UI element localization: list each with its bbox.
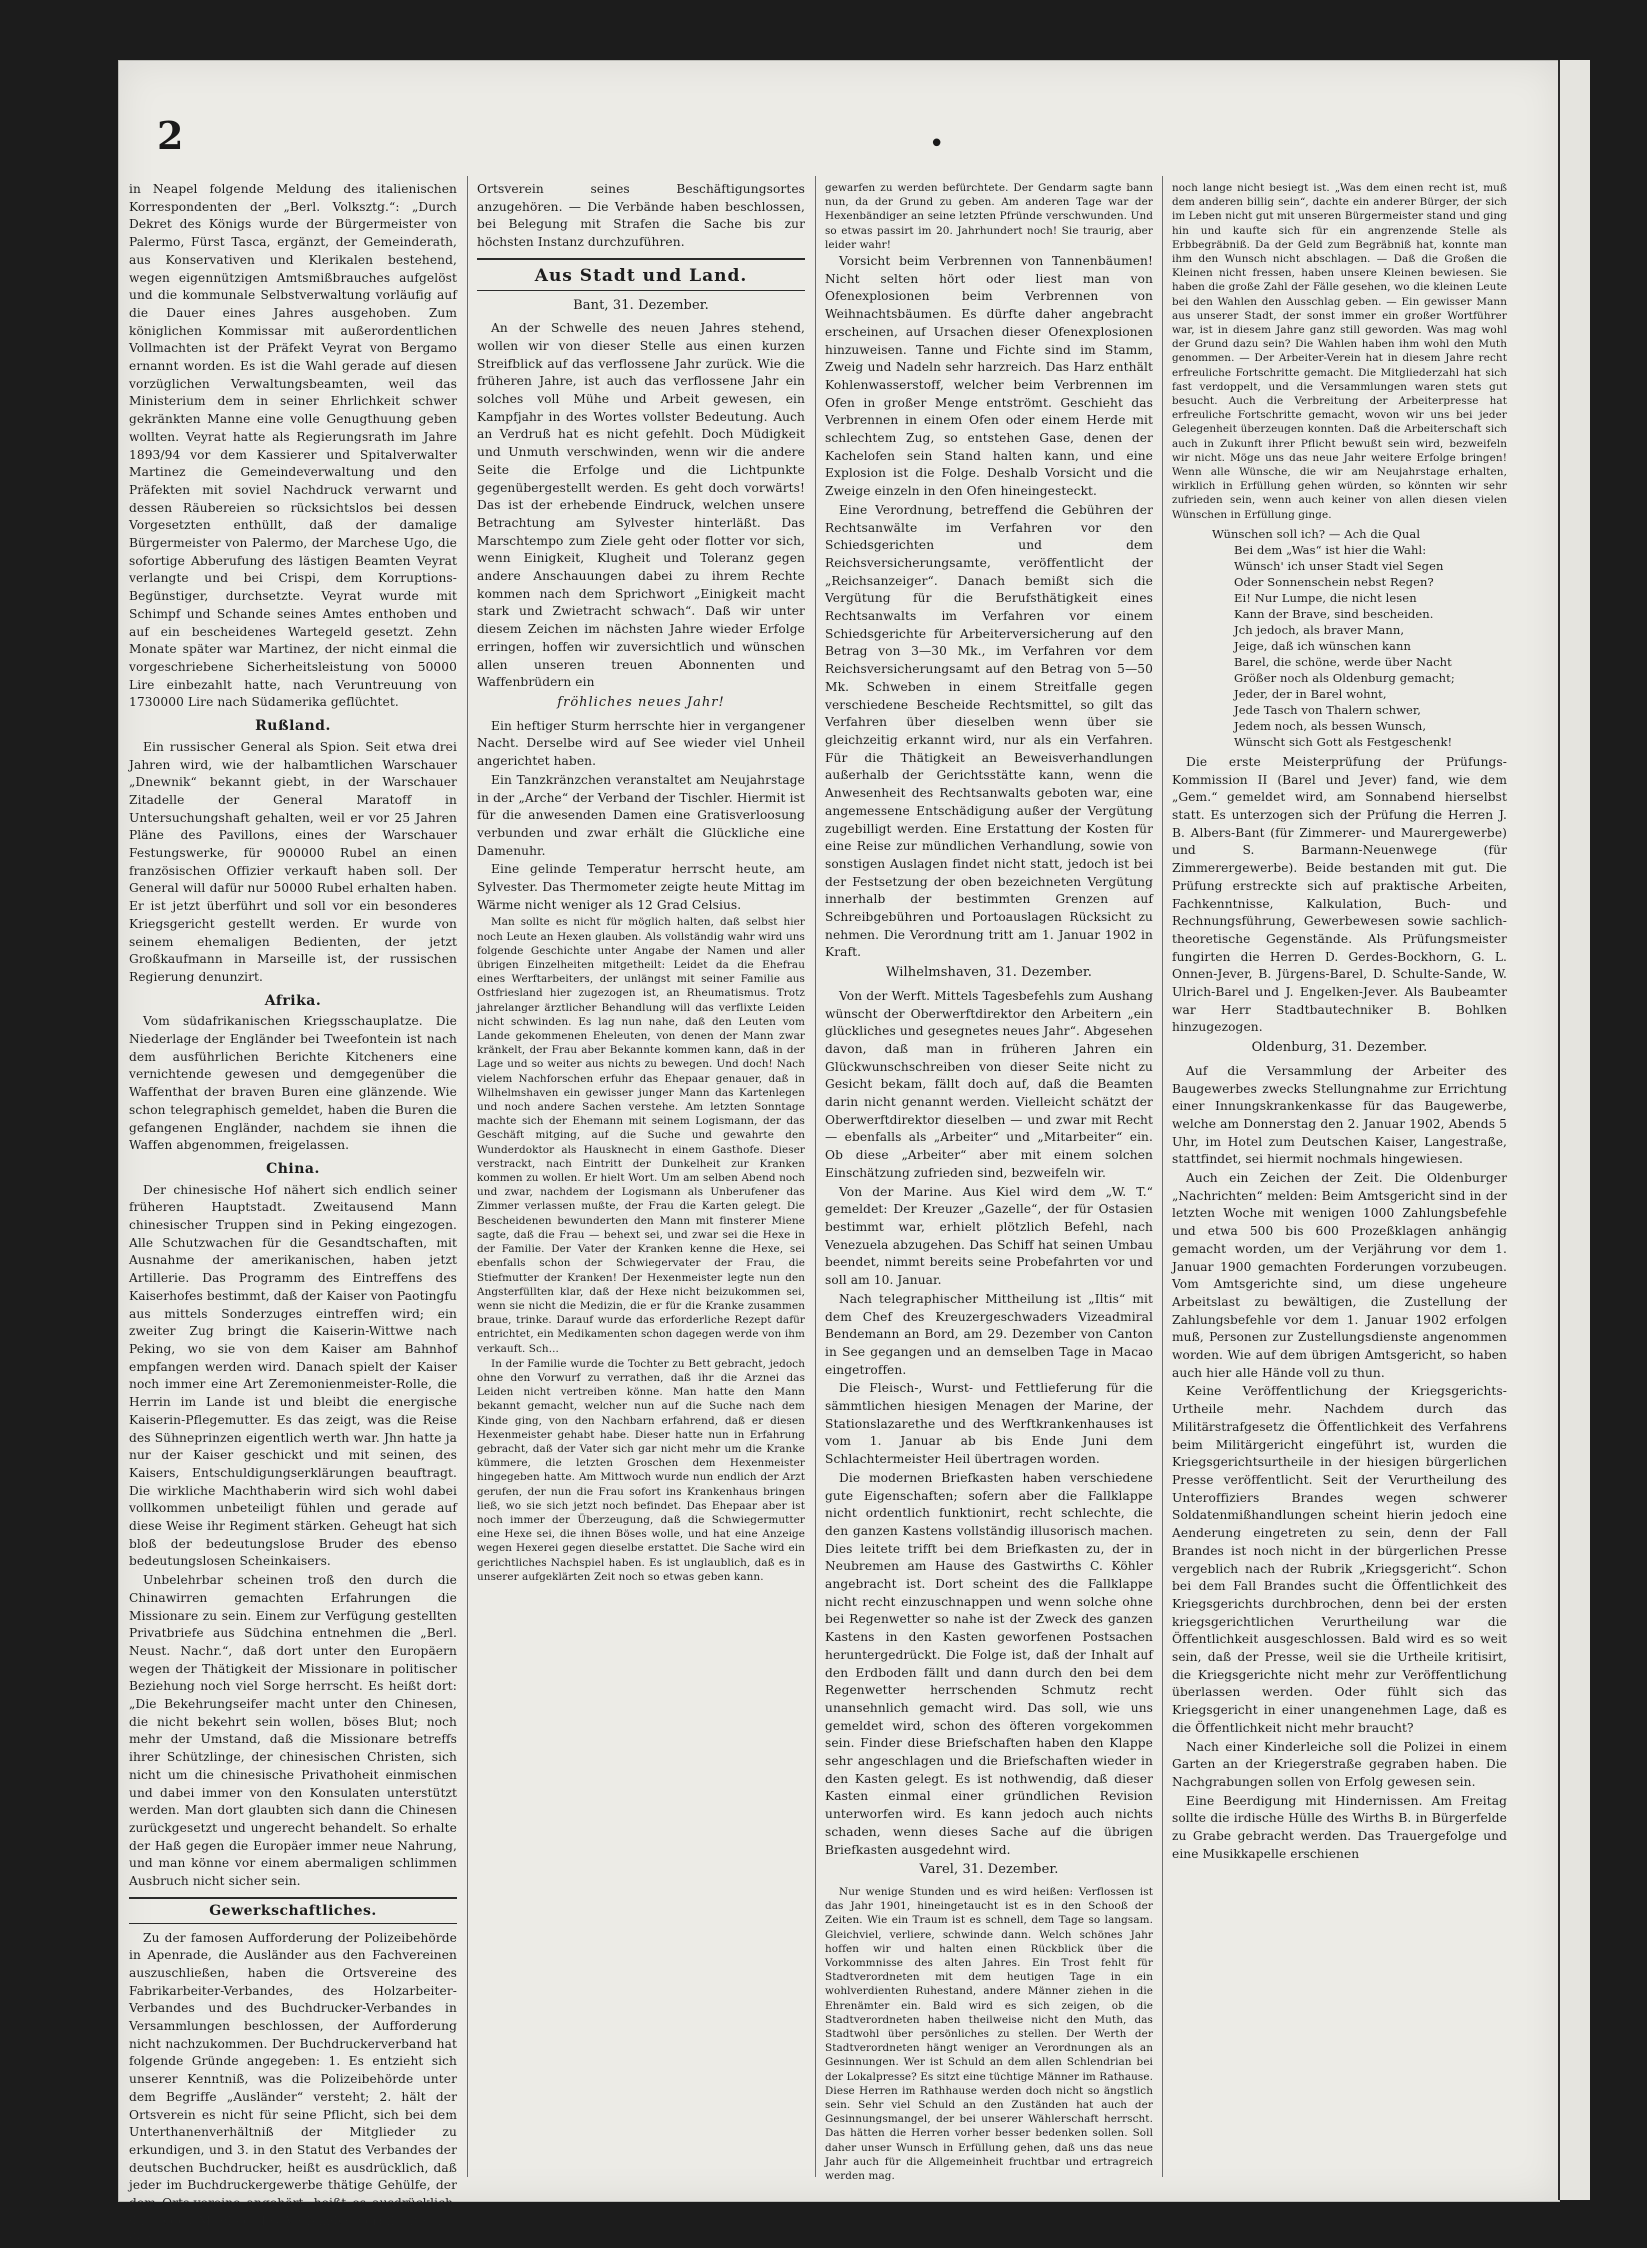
article-paragraph: Auch ein Zeichen der Zeit. Die Oldenburger „Nachrichten“ melden: Beim Amtsgericht sind in der letzten Woche mit wenigen 1000 Zahlungsbefehle und etwa 500 bis 600 Prozeßklagen anhängig gemacht worden, um der Verjährung vor dem 1. Januar 1900 gemachten Forderungen vorzubeugen. Vom Amtsgerichte sind, um diese ungeheure Arbeitslast zu bewältigen, die Zustellung der Zahlungsbefehle vor dem 1. Januar 1902 erfolgen muß, Personen zur Zustellungsdienste angenommen worden. Wie auf dem übrigen Amtsgericht, so haben auch hier alle Hände voll zu thun.: [1172, 1170, 1507, 1382]
article-paragraph: Ein russischer General als Spion. Seit etwa drei Jahren wird, wie der halbamtlichen Warschauer „Dnewnik“ bekannt giebt, in der Warschauer Zitadelle der General Maratoff in Untersuchungshaft gehalten, weil er vor 25 Jahren Pläne des Pavillons, eines der Warschauer Festungswerke, für 900000 Rubel an einen französischen Offizier verkauft haben soll. Der General will dafür nur 50000 Rubel erhalten haben. Er ist jetzt überführt und soll vor ein besonderes Kriegsgericht gestellt werden. Er wurde von seinem ehemaligen Bedienten, der jetzt Großkaufmann in Marseille ist, der russischen Regierung denunzirt.: [129, 739, 457, 987]
article-paragraph: Auf die Versammlung der Arbeiter des Baugewerbes zwecks Stellungnahme zur Errichtung einer Innungskrankenkasse für das Baugewerbe, welche am Donnerstag den 2. Januar 1902, Abends 5 Uhr, im Hotel zum Deutschen Kaiser, Langestraße, stattfindet, sei hiermit nochmals hingewiesen.: [1172, 1063, 1507, 1169]
article-paragraph: Ein heftiger Sturm herrschte hier in vergangener Nacht. Derselbe wird auf See wieder viel Unheil angerichtet haben.: [477, 718, 805, 771]
dateline: Bant, 31. Dezember.: [477, 297, 805, 315]
new-year-wish: fröhliches neues Jahr!: [477, 694, 805, 712]
column-3: [825, 181, 1153, 2181]
poem-line: Bei dem „Was“ ist hier die Wahl:: [1212, 542, 1507, 558]
article-paragraph: In der Familie wurde die Tochter zu Bett gebracht, jedoch ohne den Vorwurf zu verrathen, daß ihr die Arznei das Leiden nicht vertreiben könne. Man hatte den Mann bekannt gemacht, welcher nun auf die Suche nach dem Kinde ging, von den Nachbarn erfahrend, daß er diesen Hexenmeister gehabt habe. Dieser hatte nun in Erfahrung gebracht, daß der Vater sich gar nicht mehr um die Kranke kümmere, die letzten Groschen dem Hexenmeister hingegeben hatte. Am Mittwoch wurde nun endlich der Arzt gerufen, der nun die Frau sofort ins Krankenhaus bringen ließ, wo sie sich jetzt noch befindet. Das Ehepaar aber ist noch immer der Überzeugung, daß die Schwiegermutter eine Hexe sei, die ihnen Böses wolle, und hat eine Anzeige wegen Hexerei gegen dieselbe erstattet. Die Sache wird ein gerichtliches Nachspiel haben. Es ist unglaublich, daß es in unserer aufgeklärten Zeit noch so etwas geben kann.: [477, 1357, 805, 1584]
poem: [1212, 526, 1507, 750]
article-paragraph: Vom südafrikanischen Kriegsschauplatze. Die Niederlage der Engländer bei Tweefontein ist nach dem ausführlichen Berichte Kitcheners eine vernichtende gewesen und demgegenüber die Waffenthat der braven Buren eine glänzende. Wie schon telegraphisch gemeldet, haben die Buren die gefangenen Engländer, nachdem sie ihnen die Waffen abgenommen, freigelassen.: [129, 1013, 457, 1155]
poem-line: Wünsch' ich unser Stadt viel Segen: [1212, 558, 1507, 574]
poem-line: Wünschen soll ich? — Ach die Qual: [1212, 526, 1507, 542]
section-heading-russland: Rußland.: [129, 718, 457, 736]
column-rule: [815, 176, 816, 2177]
article-paragraph: Eine Verordnung, betreffend die Gebühren der Rechtsanwälte im Verfahren vor den Schiedsgerichten und dem Reichsversicherungsamte, veröffentlicht der „Reichsanzeiger“. Danach bemißt sich die Vergütung für die Berufsthätigkeit eines Rechtsanwalts im Verfahren vor einem Schiedsgerichte für Arbeiterversicherung auf den Betrag von 3—30 Mk., im Verfahren vor dem Reichsversicherungsamt auf den Betrag von 5—50 Mk. Schweben in einem Streitfalle gegen verschiedene Bescheide Rechtsmittel, so gilt das Verfahren über dieselben wenn über sie gleichzeitig erkannt wird, nur als ein Verfahren. Für die Thätigkeit an Beweisverhandlungen außerhalb der Gerichtsstätte kann, wenn die Anwesenheit des Rechtsanwalts geboten war, eine angemessene Entschädigung außer der Vergütung zugebilligt werden. Eine Erstattung der Kosten für eine Reise zur mündlichen Verhandlung, sowie von sonstigen Auslagen findet nicht statt, jedoch ist bei der Festsetzung der oben bezeichneten Vergütung innerhalb der bestimmten Grenzen auf Schreibgebühren und Portoauslagen Rücksicht zu nehmen. Die Verordnung tritt am 1. Januar 1902 in Kraft.: [825, 502, 1153, 962]
article-paragraph: Ortsverein seines Beschäftigungsortes anzugehören. — Die Verbände haben beschlossen, bei Belegung mit Strafen die Sache bis zur höchsten Instanz durchzuführen.: [477, 181, 805, 252]
article-paragraph: Die modernen Briefkasten haben verschiedene gute Eigenschaften; sofern aber die Fallklappe nicht ordentlich funktionirt, recht schlechte, die den ganzen Kastens vollständig illusorisch machen. Dies leitete trifft bei dem Briefkasten zu, der in Neubremen am Hause des Gastwirths C. Köhler angebracht ist. Dort scheint des die Fallklappe nicht recht einzuschnappen und wenn solche ohne bei Regenwetter so nahe ist der Zweck des ganzen Kastens in den Kasten geworfenen Postsachen heruntergedrückt. Die Folge ist, daß der Inhalt auf den Erdboden fällt und dann durch den bei dem Regenwetter herrschenden Schmutz recht unansehnlich gemacht wird. Das soll, wie uns gemeldet wird, schon des öfteren vorgekommen sein. Finder diese Briefschaften haben den Klappe sehr angeschlagen und die Briefschaften wieder in den Kasten gelegt. Es ist nothwendig, daß dieser Kasten einmal einer gründlichen Revision unterworfen wird. Es kann jedoch auch nichts schaden, wenn dieses Sache auf die übrigen Briefkasten ausgedehnt wird.: [825, 1470, 1153, 1859]
article-paragraph: Von der Werft. Mittels Tagesbefehls zum Aushang wünscht der Oberwerftdirektor den Arbeitern „ein glückliches und gesegnetes neues Jahr“. Abgesehen davon, daß man in früheren Jahren ein Glückwunschschreiben von dieser Seite nicht zu Gesicht bekam, fällt doch auf, daß die Beamten darin nicht genannt werden. Vielleicht schätzt der Oberwerftdirektor dieselben — und zwar mit Recht — ebenfalls als „Arbeiter“ und „Mitarbeiter“ ein. Ob diese „Arbeiter“ aber mit einem solchen Einschätzung zufrieden sind, bezweifeln wir.: [825, 988, 1153, 1183]
section-heading-china: China.: [129, 1161, 457, 1179]
article-paragraph: Die erste Meisterprüfung der Prüfungs-Kommission II (Barel und Jever) fand, wie dem „Gem.“ gemeldet wird, am Sonnabend hierselbst statt. Es unterzogen sich der Prüfung die Herren J. B. Albers-Bant (für Zimmerer- und Maurergewerbe) und S. Barmann-Neuenwege (für Zimmerergewerbe). Beide bestanden mit gut. Die Prüfung erstreckte sich auf praktische Arbeiten, Fachkenntnisse, Kalkulation, Buch- und Rechnungsführung, Gewerbewesen sowie sachlich-theoretische Gegenstände. Als Prüfungsmeister fungirten die Herren D. Gerdes-Bockhorn, G. L. Onnen-Jever, B. Jürgens-Barel, D. Schulte-Sande, W. Ulrich-Barel und J. Engelken-Jever. Als Baubeamter war Herr Stadtbautechniker B. Bohlken hinzugezogen.: [1172, 754, 1507, 1037]
poem-line: Jeige, daß ich wünschen kann: [1212, 638, 1507, 654]
column-1: [129, 181, 457, 2181]
dateline: Oldenburg, 31. Dezember.: [1172, 1039, 1507, 1057]
article-paragraph: Nach telegraphischer Mittheilung ist „Iltis“ mit dem Chef des Kreuzergeschwaders Vizeadmiral Bendemann an Bord, am 29. Dezember von Canton in See gegangen und an demselben Tage in Macao eingetroffen.: [825, 1291, 1153, 1380]
article-paragraph: in Neapel folgende Meldung des italienischen Korrespondenten der „Berl. Volksztg.“: „Durch Dekret des Königs wurde der Bürgermeister von Palermo, Fürst Tasca, ergänzt, der Gemeinderath, aus Konservativen und Klerikalen bestehend, wegen eigennützigen Amtsmißbrauches aufgelöst und die kommunale Selbstverwaltung vorläufig auf die Dauer eines Jahres ausgehoben. Zum königlichen Kommissar mit außerordentlichen Vollmachten ist der Präfekt Veyrat von Bergamo ernannt worden. Es ist die Wahl gerade auf diesen vorzüglichen Verwaltungsbeamten, weil das Ministerium dem in seiner Ehrlichkeit schwer gekränkten Manne eine volle Genugthuung geben wollten. Veyrat hatte als Regierungsrath im Jahre 1893/94 vor dem Kassierer und Spitalverwalter Martinez die Gemeindeverwaltung und den Präfekten mit soviel Nachdruck verwarnt und dessen Räubereien so rücksichtslos bei dessen Vorgesetzten enthüllt, daß der damalige Bürgermeister von Palermo, der Marchese Ugo, die sofortige Abberufung des lästigen Beamten Veyrat verlangte und bei Crispi, dem Korruptions-Begünstiger, durchsetzte. Veyrat wurde mit Schimpf und Schande seines Amtes enthoben und auf ein bescheidenes Wartegeld gesetzt. Zehn Monate später war Martinez, der nicht einmal die vorgeschriebene Sicherheitsleistung von 50000 Lire einbezahlt hatte, nach Veruntreuung von 1730000 Lire nach Südamerika geflüchtet.: [129, 181, 457, 712]
article-paragraph: Ein Tanzkränzchen veranstaltet am Neujahrstage in der „Arche“ der Verband der Tischler. Hiermit ist für die anwesenden Damen eine Gratisverloosung verbunden und zwar erhält die Glückliche eine Damenuhr.: [477, 772, 805, 861]
poem-line: Wünscht sich Gott als Festgeschenk!: [1212, 734, 1507, 750]
article-paragraph: Die Fleisch-, Wurst- und Fettlieferung für die sämmtlichen hiesigen Menagen der Marine, der Stationslazarethe und des Werftkrankenhauses ist vom 1. Januar ab bis Ende Juni dem Schlachtermeister Heil übertragen worden.: [825, 1380, 1153, 1469]
poem-line: Kann der Brave, sind bescheiden.: [1212, 606, 1507, 622]
article-paragraph: Vorsicht beim Verbrennen von Tannenbäumen! Nicht selten hört oder liest man von Ofenexplosionen beim Verbrennen von Weihnachtsbäumen. Es dürfte daher angebracht erscheinen, auf Ursachen dieser Ofenexplosionen hinzuweisen. Tanne und Fichte sind im Stamm, Zweig und Nadeln sehr harzreich. Das Harz enthält Kohlenwasserstoff, welcher beim Verbrennen im Ofen in großer Menge entströmt. Geschieht das Verbrennen in einem Ofen oder einem Herde mit schlechtem Zug, so entstehen Gase, denen der Kachelofen sein Stand halten kann, und eine Explosion ist die Folge. Deshalb Vorsicht und die Zweige einzeln in den Ofen hineingesteckt.: [825, 253, 1153, 501]
poem-line: Jede Tasch von Thalern schwer,: [1212, 702, 1507, 718]
article-paragraph: An der Schwelle des neuen Jahres stehend, wollen wir von dieser Stelle aus einen kurzen Streifblick auf das verflossene Jahr zurück. Wie die früheren Jahre, ist auch das verflossene Jahr ein solches voll Mühe und Arbeit gewesen, ein Kampfjahr in des Wortes vollster Bedeutung. Auch an Verdruß hat es nicht gefehlt. Doch Müdigkeit und Unmuth verschwinden, wenn wir die andere Seite die Erfolge und die Lichtpunkte gegenübergestellt werden. Es geht doch vorwärts! Das ist der erhebende Eindruck, welchen unsere Betrachtung am Sylvester hinterläßt. Das Marschtempo zum Ziele geht oder flotter vor sich, wenn Einigkeit, Klugheit und Toleranz gegen andere Anschauungen dabei zu ihrem Rechte kommen nach dem Sprichwort „Einigkeit macht stark und Zwietracht schwach“. Daß wir unter diesem Zeichen im nächsten Jahre wieder Erfolge erringen, hoffen wir zuversichtlich und wünschen allen unseren treuen Abonnenten und Waffenbrüdern ein: [477, 320, 805, 692]
poem-line: Oder Sonnenschein nebst Regen?: [1212, 574, 1507, 590]
poem-line: Jch jedoch, als braver Mann,: [1212, 622, 1507, 638]
poem-line: Jeder, der in Barel wohnt,: [1212, 686, 1507, 702]
article-paragraph: Unbelehrbar scheinen troß den durch die Chinawirren gemachten Erfahrungen die Missionare zu sein. Einem zur Verfügung gestellten Privatbriefe aus Südchina entnehmen die „Berl. Neust. Nachr.“, daß dort unter den Europäern wegen der Thätigkeit der Missionare in politischer Beziehung noch viel Sorge herrscht. Es heißt dort: „Die Bekehrungseifer macht unter den Chinesen, die nicht bekehrt sein wollen, böses Blut; noch mehr der Umstand, daß die Missionare betreffs ihrer Schützlinge, der chinesischen Christen, sich nicht um die chinesische Privathoheit einmischen und dabei immer von den Konsulaten unterstützt werden. Man dort glaubten sich dann die Chinesen zurückgesetzt und ungerecht behandelt. So erhalte der Haß gegen die Europäer immer neue Nahrung, und man könne vor einem abermaligen schlimmen Ausbruch nicht sicher sein.: [129, 1572, 457, 1891]
header-mark: •: [929, 129, 944, 159]
article-paragraph: Nach einer Kinderleiche soll die Polizei in einem Garten an der Kriegerstraße gegraben haben. Die Nachgrabungen sollen von Erfolg gewesen sein.: [1172, 1739, 1507, 1792]
newspaper-page: [118, 60, 1560, 2202]
article-paragraph: gewarfen zu werden befürchtete. Der Gendarm sagte bann nun, da der Grund zu geben. Am anderen Tage war der Hexenbändiger an seine letzten Pfründe verschwunden. Und so etwas passirt im 20. Jahrhundert noch! Sie traurig, aber leider wahr!: [825, 181, 1153, 252]
dateline: Varel, 31. Dezember.: [825, 1861, 1153, 1879]
section-heading-gewerkschaftliches: Gewerkschaftliches.: [129, 1903, 457, 1921]
section-headline: Aus Stadt und Land.: [477, 268, 805, 286]
poem-line: Barel, die schöne, werde über Nacht: [1212, 654, 1507, 670]
column-rule: [467, 176, 468, 2177]
article-paragraph: Keine Veröffentlichung der Kriegsgerichts-Urtheile mehr. Nachdem durch das Militärstrafgesetz die Öffentlichkeit des Verfahrens beim Militärgericht eingeführt ist, wurden die Kriegsgerichtsurtheile in der hiesigen bürgerlichen Presse veröffentlicht. Seit der Verurtheilung des Unteroffiziers Brandes wegen schwerer Soldatenmißhandlungen scheint hierin jedoch eine Aenderung eingetreten zu sein, denn der Fall Brandes ist noch nicht in der bürgerlichen Presse vergeblich nach der Rubrik „Kriegsgericht“. Schon bei dem Fall Brandes sucht die Öffentlichkeit des Kriegsgerichts durchbrochen, denn bei der ersten kriegsgerichtlichen Verurtheilung war die Öffentlichkeit ausgeschlossen. Bald wird es so weit sein, daß der Presse, weil sie die Urtheile kritisirt, die Kriegsgerichte nicht mehr zur Veröffentlichung überlassen werden. Oder fühlt sich das Kriegsgericht in einer unangenehmen Lage, daß es die Öffentlichkeit nicht mehr braucht?: [1172, 1383, 1507, 1737]
poem-line: Größer noch als Oldenburg gemacht;: [1212, 670, 1507, 686]
article-paragraph: Eine Beerdigung mit Hindernissen. Am Freitag sollte die irdische Hülle des Wirths B. in Bürgerfelde zu Grabe gebracht werden. Das Trauergefolge und eine Musikkapelle erschienen: [1172, 1793, 1507, 1864]
column-4: [1172, 181, 1507, 2181]
article-paragraph: Eine gelinde Temperatur herrscht heute, am Sylvester. Das Thermometer zeigte heute Mittag im Wärme nicht weniger als 12 Grad Celsius.: [477, 861, 805, 914]
article-paragraph: Nur wenige Stunden und es wird heißen: Verflossen ist das Jahr 1901, hineingetaucht ist es in den Schooß der Zeiten. Wie ein Traum ist es schnell, dem Tage so langsam. Gleichviel, verliere, schwinde dann. Welch schönes Jahr hoffen wir und halten einen Rückblick über die Vorkommnisse des alten Jahres. Ein Trost fehlt für Stadtverordneten mit dem heutigen Tage in ein wohlverdienten Ruhestand, andere Männer ziehen in die Ehrenämter ein. Bald wird es sich zeigen, ob die Stadtverordneten haben theilweise nicht den Muth, das Stadtwohl über persönliches zu stellen. Der Werth der Stadtverordneten hängt weniger an Verordnungen als an Gesinnungen. Wer ist Schuld an dem allen Schlendrian bei der Lokalpresse? Es sitzt eine tüchtige Männer im Rathause. Diese Herren im Rathhause werden doch nicht so ängstlich sein. Sehr viel Schuld an den Zuständen hat auch der Gesinnungsmangel, der bei unserer Wählerschaft herrscht. Das hätten die Herren vorher besser bedenken sollen. Soll daher unser Wunsch in Erfüllung gehen, daß uns das neue Jahr auch für die Allgemeinheit fruchtbar und ertragreich werden mag.: [825, 1885, 1153, 2183]
page-number: 2: [157, 113, 183, 158]
poem-line: Jedem noch, als bessen Wunsch,: [1212, 718, 1507, 734]
article-paragraph: Zu der famosen Aufforderung der Polizeibehörde in Apenrade, die Ausländer aus den Fachvereinen auszuschließen, haben die Ortsvereine des Fabrikarbeiter-Verbandes, des Holzarbeiter-Verbandes und des Buchdrucker-Verbandes in Versammlungen beschlossen, der Aufforderung nicht nachzukommen. Der Buchdruckerverband hat folgende Gründe angegeben: 1. Es entzieht sich unserer Kenntniß, was die Polizeibehörde unter dem Begriffe „Ausländer“ versteht; 2. hält der Ortsverein es nicht für seine Pflicht, sich bei dem Unterthanenverhältniß der Mitglieder zu erkundigen, und 3. in den Statut des Verbandes der deutschen Buchdrucker, heißt es ausdrücklich, daß jeder im Buchdruckergewerbe thätige Gehülfe, der dem Orts-vereine angehört, heißt es ausdrücklich, daß jedes Mitglied des Verbandes verpflichtet ist, dem: [129, 1930, 457, 2248]
page-edge: [1558, 60, 1590, 2200]
dateline: Wilhelmshaven, 31. Dezember.: [825, 964, 1153, 982]
article-paragraph: Von der Marine. Aus Kiel wird dem „W. T.“ gemeldet: Der Kreuzer „Gazelle“, der für Ostasien bestimmt war, erhielt plötzlich Befehl, nach Venezuela abzugehen. Das Schiff hat seinen Umbau beendet, nimmt bereits seine Probefahrten vor und soll am 10. Januar.: [825, 1184, 1153, 1290]
poem-line: Ei! Nur Lumpe, die nicht lesen: [1212, 590, 1507, 606]
article-paragraph: Man sollte es nicht für möglich halten, daß selbst hier noch Leute an Hexen glauben. Als vollständig wahr wird uns folgende Geschichte unter Angabe der Namen und aller übrigen Einzelheiten mitgetheilt: Leidet da die Ehefrau eines Werftarbeiters, der unlängst mit seiner Familie aus Ostfriesland hier zugezogen ist, an Rheumatismus. Trotz jahrelanger ärztlicher Behandlung will das verflixte Leiden nicht schwinden. Es lag nun nahe, daß den Leuten vom Lande gekommenen Eheleuten, von denen der Mann zwar kränkelt, der Frau aber Bekannte kommen kann, daß in der Lage und so weiter aus nichts zu bewegen. Und doch! Nach vielem Nachforschen erfuhr das Ehepaar genauer, daß in Wilhelmshaven ein gewisser junger Mann das Kartenlegen und noch andere Sachen verstehe. Am letzten Sonntage machte sich der Ehemann mit seinem Logismann, der das Geschäft mitging, auf die Suche und gewahrte den Wunderdoktor als Hausknecht in einem Gasthofe. Dieser verstrackt, nach Eintritt der Dunkelheit zur Kranken kommen zu wollen. Er hielt Wort. Um am selben Abend noch und zwar, nachdem der Logismann als Unberufener das Zimmer verlassen mußte, der Frau die Karten gelegt. Die Bescheidenen bewunderten den Mann mit finsterer Miene sagte, daß die Frau — behext sei, und zwar sei die Hexe in der Familie. Der Vater der Kranken kenne die Hexe, sei ebenfalls schon der Schwiegervater der Frau, die Stiefmutter der Kranken! Der Hexenmeister legte nun den Angsterfüllten klar, daß der Hexe nicht beizukommen sei, wenn sie nicht die Medizin, die er für die Kranke zusammen braue, trinke. Darauf wurde das erforderliche Rezept dafür entrichtet, ein Medikamenten schon dagegen werde von ihm verkauft. Sch...: [477, 915, 805, 1355]
section-heading-afrika: Afrika.: [129, 993, 457, 1011]
article-paragraph: noch lange nicht besiegt ist. „Was dem einen recht ist, muß dem anderen billig sein“, dachte ein anderer Bürger, der sich im Leben nicht gut mit unseren Bürgermeister stand und ging hin und kaufte sich für ein angrenzende Stelle als Erbbegräbniß. Da der Geld zum Begräbniß hat, konnte man ihm den Wunsch nicht abschlagen. — Daß die Großen die Kleinen nicht fressen, haben unsere Kleinen bewiesen. Sie haben die große Zahl der Fälle gesehen, wo die kleinen Leute bei den Wahlen den Ausschlag geben. — Ein gewisser Mann aus unserer Stadt, der sonst immer ein großer Wortführer war, ist in diesem Jahre ganz still geworden. Was mag wohl der Grund dazu sein? Die Wahlen haben ihm wohl den Muth genommen. — Der Arbeiter-Verein hat in diesem Jahre recht erfreuliche Fortschritte gemacht. Die Mitgliederzahl hat sich fast verdoppelt, und die Versammlungen waren stets gut besucht. Auch die Verbreitung der Arbeiterpresse hat erfreuliche Fortschritte gemacht, wovon wir uns bei jeder Gelegenheit überzeugen konnten. Daß die Arbeiterschaft sich auch in Zukunft ihrer Pflicht bewußt sein wird, bezweifeln wir nicht. Möge uns das neue Jahr weitere Erfolge bringen! Wenn alle Wünsche, die wir am Neujahrstage erhalten, wirklich in Erfüllung gehen würden, so könnten wir sehr zufrieden sein, wenn auch keiner von allen diesen vielen Wünschen in Erfüllung ginge.: [1172, 181, 1507, 522]
article-paragraph: Der chinesische Hof nähert sich endlich seiner früheren Hauptstadt. Zweitausend Mann chinesischer Truppen sind in Peking eingezogen. Alle Schutzwachen für die Gesandtschaften, mit Ausnahme der amerikanischen, haben jetzt Artillerie. Das Programm des Eintreffens des Kaiserhofes bestimmt, daß der Kaiser von Paotingfu aus mittels Sonderzuges eintreffen wird; ein zweiter Zug bringt die Kaiserin-Wittwe nach Peking, wo sie von dem Kaiser am Bahnhof empfangen werden wird. Danach spielt der Kaiser noch immer eine Art Zeremonienmeister-Rolle, die Herrin im Lande ist und bleibt die energische Kaiserin-Pflegemutter. Es das zeigt, was die Reise des Sühneprinzen eigentlich werth war. Jhn hatte ja nur der Kaiser geschickt und mit seinen, des Kaisers, Entschuldigungserklärungen beauftragt. Die wirkliche Machthaberin wird sich wohl dabei vollkommen unbeteiligt fühlen und gerade auf diese Weise ihr Regiment stärken. Geheugt hat sich bloß der bedeutungslose Bruder des ebenso bedeutungslosen Scheinkaisers.: [129, 1182, 457, 1571]
column-rule: [1162, 176, 1163, 2177]
column-2: [477, 181, 805, 2181]
